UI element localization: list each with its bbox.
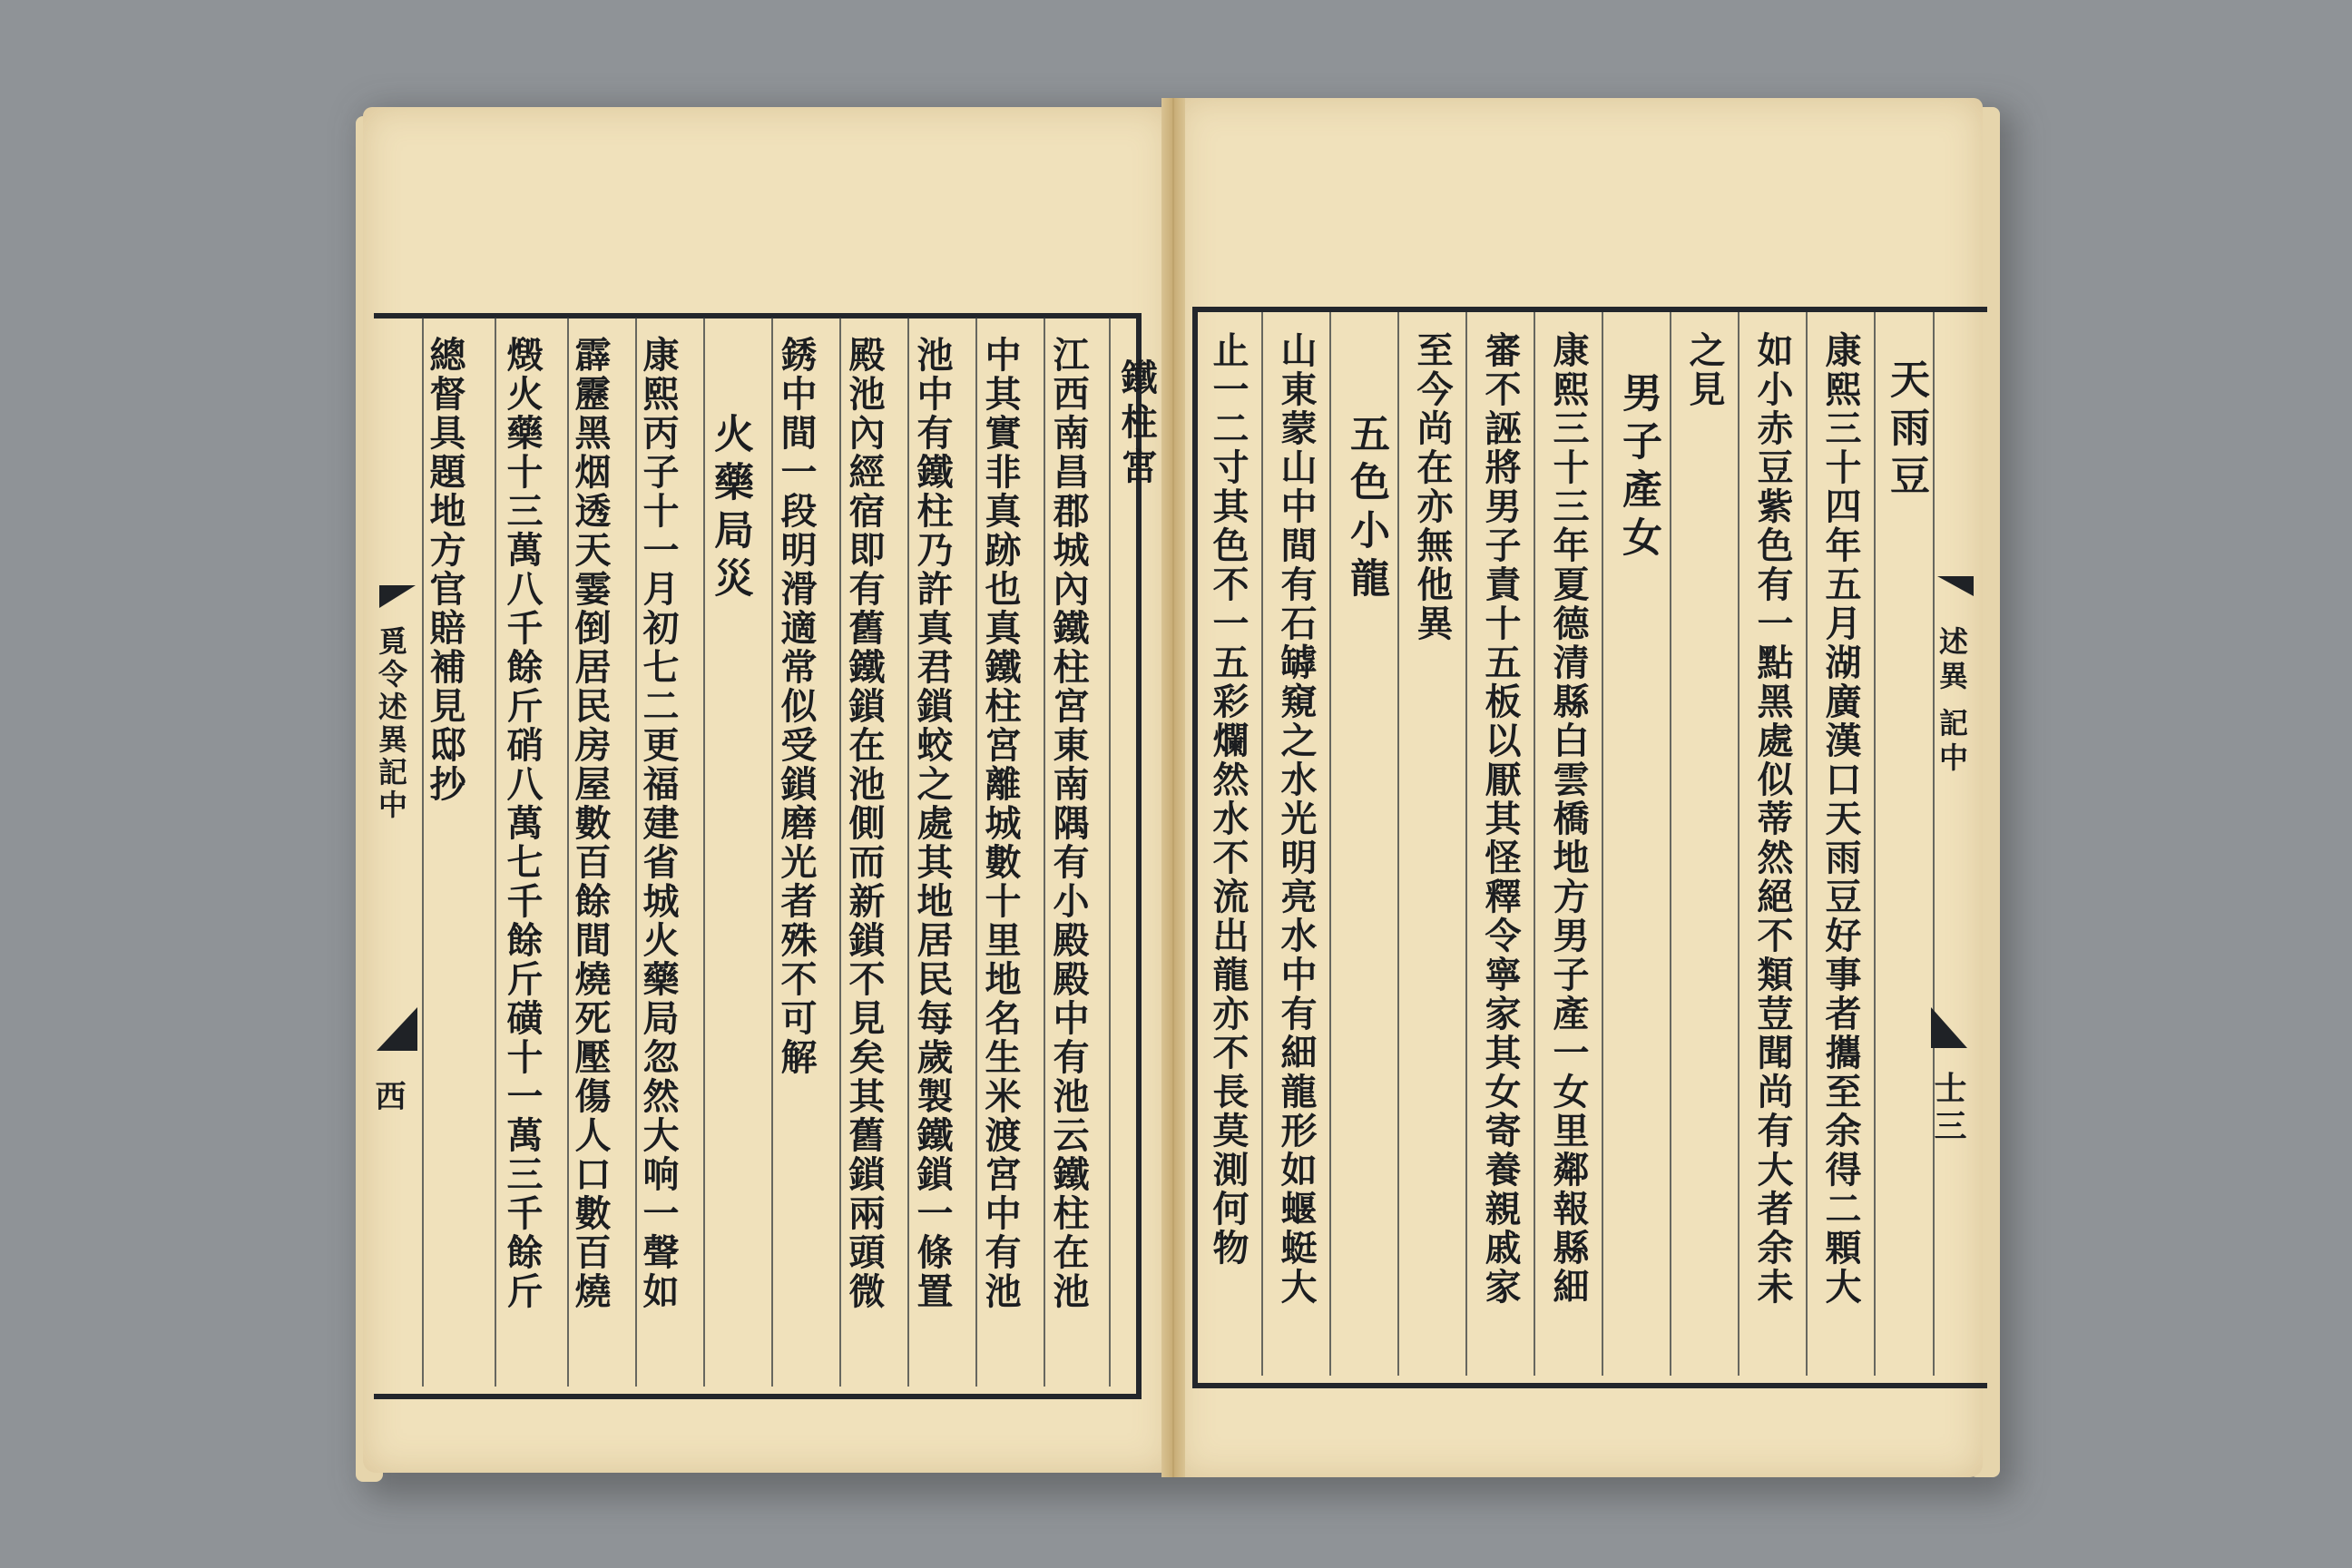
column-rule [975,318,977,1387]
column-rule [1738,312,1740,1376]
column-rule [1806,312,1808,1376]
text-column: 霹靂黑烟透天霎倒居民房屋數百餘間燒死壓傷人口數百燒 [569,336,611,1311]
text-column: 康熙三十四年五月湖廣漢口天雨豆好事者攜至余得二顆大 [1819,331,1861,1307]
margin-note: 覓令述異記中 [374,626,408,822]
column-rule [771,318,773,1387]
text-column: 殿池內經宿即有舊鐵鎖在池側而新鎖不見矣其舊鎖兩頭微 [843,336,885,1311]
margin-note: 述異 [1935,626,1969,695]
text-column: 中其實非真跡也真鐵柱宮離城數十里地名生米渡宮中有池 [979,336,1021,1311]
text-column: 至今尚在亦無他異 [1411,331,1453,643]
text-column: 止一二寸其色不一五彩爛然水不流出龍亦不長莫測何物 [1207,331,1249,1268]
text-column: 江西南昌郡城內鐵柱宮東南隅有小殿殿中有池云鐵柱在池 [1047,336,1089,1311]
column-rule [1933,312,1935,1376]
margin-note: 士三 [1929,1071,1966,1147]
text-column: 山東蒙山中間有石罅窺之水光明亮水中有細龍形如蝘蜓大 [1275,331,1317,1307]
text-column: 如小赤豆紫色有一點黑處似蒂然絕不類荳聞尚有大者余未 [1751,331,1793,1307]
column-rule [495,318,496,1387]
column-rule [1670,312,1671,1376]
section-title-dragon: 五色小龍 [1343,413,1389,605]
section-title-fire: 火藥局災 [707,413,753,605]
text-column: 銹中間一段明滑適常似受鎖磨光者殊不可解 [775,336,817,1077]
text-column: 池中有鐵柱乃許真君鎖蛟之處其地居民每歲製鐵鎖一條置 [911,336,953,1311]
book-gutter [1161,98,1185,1477]
column-rule [839,318,841,1387]
margin-note: 記中 [1935,708,1969,777]
column-rule [1397,312,1399,1376]
column-rule [1109,318,1111,1387]
text-column: 總督具題地方官賠補見邸抄 [424,336,466,804]
column-rule [1602,312,1603,1376]
margin-note: 西 [369,1080,406,1116]
left-page-frame [369,313,1142,1399]
column-rule [1261,312,1263,1376]
text-column: 康熙丙子十一月初七二更福建省城火藥局忽然大响一聲如 [637,336,679,1311]
column-rule [1534,312,1535,1376]
column-rule [1044,318,1045,1387]
column-rule [1465,312,1467,1376]
text-column: 燬火藥十三萬八千餘斤硝八萬七千餘斤磺十一萬三千餘斤 [501,336,543,1311]
text-column: 康熙三十三年夏德清縣白雲橋地方男子產一女里鄰報縣細 [1547,331,1589,1307]
section-title-man-birth: 男子產女 [1615,372,1661,564]
section-title-tiezhu: 鐵柱宮 [1115,358,1157,492]
section-title-rain-beans: 天雨豆 [1883,358,1929,503]
column-rule [1874,312,1876,1376]
text-column: 審不誣將男子責十五板以厭其怪釋令寧家其女寄養親戚家 [1479,331,1521,1307]
column-rule [907,318,909,1387]
text-column: 之見 [1683,331,1725,409]
column-rule [703,318,705,1387]
column-rule [1329,312,1331,1376]
